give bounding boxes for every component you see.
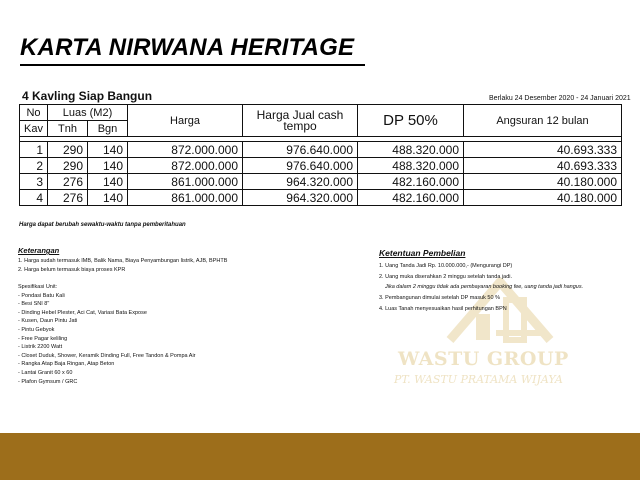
cell-harga: 861.000.000 [128,174,243,190]
list-item: - Rangka Atap Baja Ringan, Atap Beton [18,361,115,368]
cell-angsuran: 40.693.333 [464,158,622,174]
ketentuan-title: Ketentuan Pembelian [379,248,466,258]
list-item: - Kusen, Daun Pintu Jati [18,318,78,325]
title-underline [20,64,365,66]
price-change-note: Harga dapat berubah sewaktu-waktu tanpa pemberitahuan [19,222,186,228]
list-item: - Dinding Hebel Plester, Aci Cat, Variasi Bata Expose [18,309,147,316]
cell-no: 4 [20,190,48,206]
cell-bgn: 140 [88,158,128,174]
validity-period: Berlaku 24 Desember 2020 - 24 Januari 2021 [489,95,631,102]
keterangan-title: Keterangan [18,246,60,255]
spesifikasi-section [18,283,196,386]
cell-harga-jual: 964.320.000 [243,174,358,190]
header-no: No [20,105,48,121]
cell-no: 3 [20,174,48,190]
list-item: - Pintu Gebyok [18,326,55,333]
table-header-row-1 [20,105,622,121]
cell-bgn: 140 [88,190,128,206]
keterangan-list [18,257,227,274]
cell-harga-jual: 964.320.000 [243,190,358,206]
cell-no: 2 [20,158,48,174]
table-row [20,190,622,206]
list-item: 2. Harga belum termasuk biaya proses KPR [18,266,126,273]
cell-dp: 482.160.000 [358,174,464,190]
subtitle: 4 Kavling Siap Bangun [22,89,153,103]
list-item: - Besi SNI 8" [18,301,50,308]
header-luas: Luas (M2) [48,105,128,121]
list-item: 2. Uang muka diserahkan 2 minggu setelah tanda jadi. [379,273,513,280]
cell-bgn: 140 [88,174,128,190]
cell-harga: 872.000.000 [128,142,243,158]
cell-bgn: 140 [88,142,128,158]
list-item-note: Jika dalam 2 minggu tidak ada pembayaran booking fee, uang tanda jadi hangus. [385,284,584,291]
cell-no: 1 [20,142,48,158]
cell-tnh: 290 [48,142,88,158]
list-item: 3. Pembangunan dimulai setelah DP masuk 50 % [379,295,500,302]
list-item: - Listrik 2200 Watt [18,344,63,351]
header-kav: Kav [20,121,48,137]
cell-angsuran: 40.180.000 [464,190,622,206]
list-item: - Free Pagar keliling [18,335,68,342]
ketentuan-list [379,261,583,315]
cell-dp: 488.320.000 [358,142,464,158]
cell-tnh: 290 [48,158,88,174]
page-title: KARTA NIRWANA HERITAGE [20,34,355,61]
cell-tnh: 276 [48,190,88,206]
cell-harga: 861.000.000 [128,190,243,206]
cell-angsuran: 40.693.333 [464,142,622,158]
list-item: - Pondasi Batu Kali [18,292,65,299]
cell-tnh: 276 [48,174,88,190]
cell-dp: 482.160.000 [358,190,464,206]
cell-dp: 488.320.000 [358,158,464,174]
ketentuan-section [379,248,583,315]
header-harga-jual: Harga Jual cash tempo [243,105,358,137]
list-item: 1. Harga sudah termasuk IMB, Balik Nama, Biaya Penyambungan listrik, AJB, BPHTB [18,258,228,264]
table-row [20,158,622,174]
header-bgn: Bgn [88,121,128,137]
list-item: 1. Uang Tanda Jadi Rp. 10.000.000,- (Mengurangi DP) [379,263,513,269]
header-harga: Harga [128,105,243,137]
header-tnh: Tnh [48,121,88,137]
spesifikasi-title: Spesifikasi Unit: [18,284,58,290]
price-table [19,104,622,206]
watermark-company: PT. WASTU PRATAMA WIJAYA [394,373,563,386]
list-item: 4. Luas Tanah menyesuaikan hasil perhitungan BPN [379,305,507,312]
table-row [20,142,622,158]
cell-harga-jual: 976.640.000 [243,142,358,158]
footer-band [0,433,640,480]
table-row [20,174,622,190]
header-angsuran: Angsuran 12 bulan [464,105,622,137]
list-item: - Lantai Granit 60 x 60 [18,369,73,376]
cell-harga-jual: 976.640.000 [243,158,358,174]
cell-angsuran: 40.180.000 [464,174,622,190]
keterangan-section [18,246,227,274]
watermark-name: WASTU GROUP [398,348,569,370]
list-item: - Plafon Gymsum / GRC [18,378,78,385]
header-dp: DP 50% [358,105,464,137]
list-item: - Closet Duduk, Shower, Keramik Dinding Full, Free Tandon & Pompa Air [18,352,196,359]
cell-harga: 872.000.000 [128,158,243,174]
